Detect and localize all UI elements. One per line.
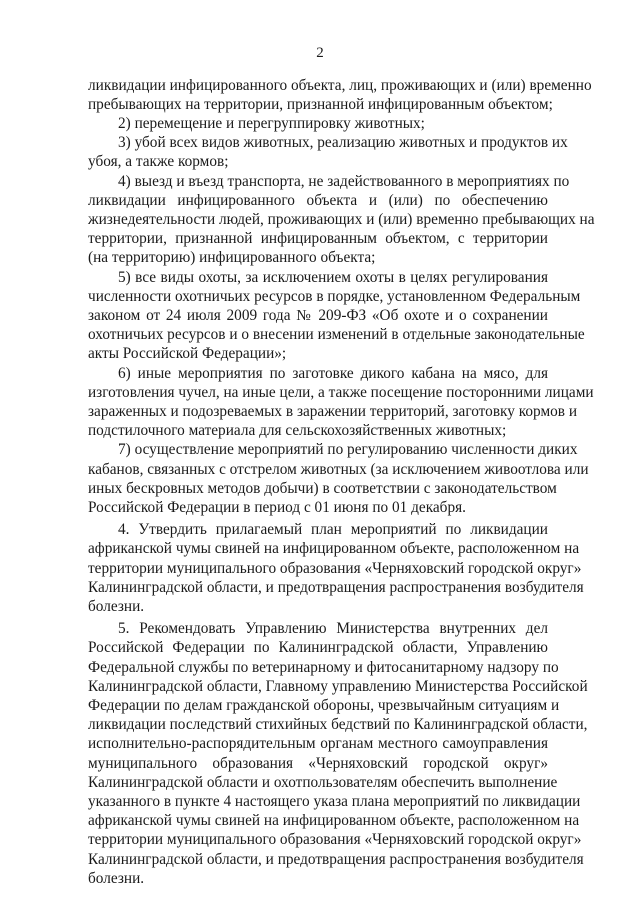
text-line: пребывающих на территории, признанной инфицированным объектом; xyxy=(88,95,553,113)
text-line: законом от 24 июля 2009 года № 209-ФЗ «Об охоте и о сохранении xyxy=(88,306,548,324)
text-line: 3) убой всех видов животных, реализацию животных и продуктов их xyxy=(118,134,568,152)
text-line: территории, признанной инфицированным объектом, с территории xyxy=(88,230,548,248)
text-line: исполнительно-распорядительным органам местного самоуправления xyxy=(88,735,548,753)
text-line: 4) выезд и въезд транспорта, не задействованного в мероприятиях по xyxy=(118,172,570,190)
text-line: изготовления чучел, на иные цели, а также посещение посторонними лицами xyxy=(88,383,594,401)
text-line: жизнедеятельности людей, проживающих и (или) временно пребывающих на xyxy=(88,210,595,228)
text-line: Калининградской области, и предотвращения распространения возбудителя xyxy=(88,578,584,596)
text-line: Калининградской области, Главному управлению Министерства Российской xyxy=(88,677,588,695)
text-line: муниципального образования «Черняховский городской округ» xyxy=(88,754,548,772)
text-line: численности охотничьих ресурсов в порядке, установленном Федеральным xyxy=(88,287,581,305)
text-line: 5) все виды охоты, за исключением охоты в целях регулирования xyxy=(118,268,548,286)
text-line: ликвидации инфицированного объекта и (или) по обеспечению xyxy=(88,191,548,209)
text-line: Российской Федерации в период с 01 июня по 01 декабря. xyxy=(88,498,466,516)
text-line: территории муниципального образования «Черняховский городской округ» xyxy=(88,831,582,849)
text-line: болезни. xyxy=(88,597,145,615)
text-line: болезни. xyxy=(88,869,145,887)
text-line: иных бескровных методов добычи) в соответствии с законодательством xyxy=(88,479,557,497)
text-line: подстилочного материала для сельскохозяйственных животных; xyxy=(88,422,507,440)
text-line: 6) иные мероприятия по заготовке дикого кабана на мясо, для xyxy=(118,364,548,382)
text-line: африканской чумы свиней на инфицированном объекте, расположенном на xyxy=(88,540,580,558)
text-line: указанного в пункте 4 настоящего указа плана мероприятий по ликвидации xyxy=(88,792,581,810)
page-number: 2 xyxy=(316,45,324,61)
text-line: Федеральной службы по ветеринарному и фитосанитарному надзору по xyxy=(88,658,559,676)
text-line: кабанов, связанных с отстрелом животных (за исключением живоотлова или xyxy=(88,460,589,478)
text-line: Российской Федерации по Калининградской области, Управлению xyxy=(88,639,548,657)
text-line: Калининградской области, и предотвращения распространения возбудителя xyxy=(88,850,584,868)
text-line: зараженных и подозреваемых в заражении территорий, заготовку кормов и xyxy=(88,402,578,420)
text-line: Федерации по делам гражданской обороны, чрезвычайным ситуациям и xyxy=(88,696,560,714)
text-line: (на территорию) инфицированного объекта; xyxy=(88,249,376,267)
text-line: территории муниципального образования «Черняховский городской округ» xyxy=(88,559,582,577)
text-line: Калининградской области и охотпользователям обеспечить выполнение xyxy=(88,773,558,791)
text-line: 7) осуществление мероприятий по регулированию численности диких xyxy=(118,441,578,459)
text-line: ликвидации последствий стихийных бедствий по Калининградской области, xyxy=(88,716,588,734)
text-line: 4. Утвердить прилагаемый план мероприятий по ликвидации xyxy=(118,521,548,539)
text-line: охотничьих ресурсов и о внесении изменений в отдельные законодательные xyxy=(88,326,585,344)
text-line: акты Российской Федерации»; xyxy=(88,345,287,363)
text-line: 2) перемещение и перегруппировку животных; xyxy=(118,114,425,132)
text-line: ликвидации инфицированного объекта, лиц, проживающих и (или) временно xyxy=(88,76,592,94)
text-line: убоя, а также кормов; xyxy=(88,153,229,171)
text-line: 5. Рекомендовать Управлению Министерства внутренних дел xyxy=(118,620,548,638)
text-line: африканской чумы свиней на инфицированном объекте, расположенном на xyxy=(88,812,580,830)
